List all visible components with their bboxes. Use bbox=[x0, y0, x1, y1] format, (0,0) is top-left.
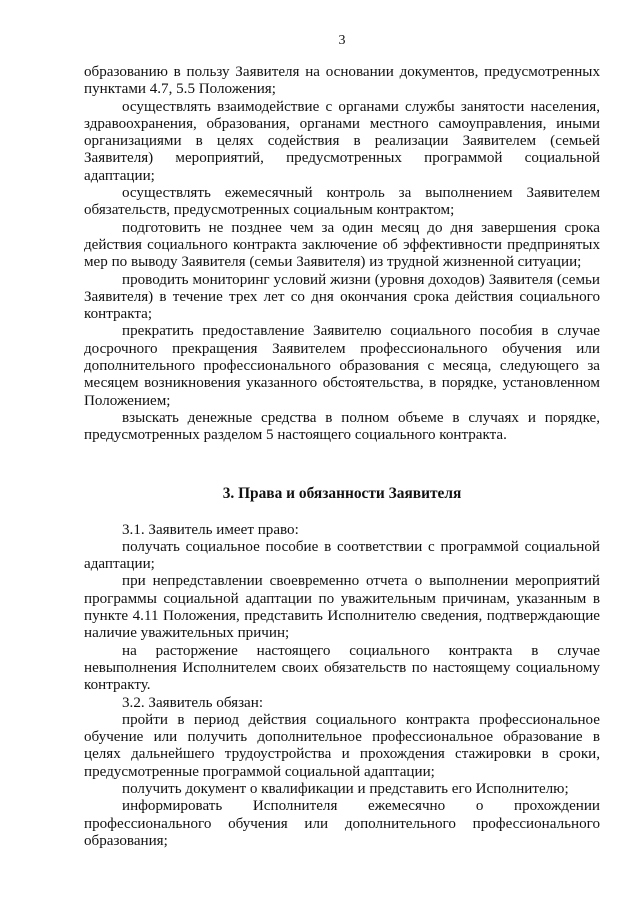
paragraph: проводить мониторинг условий жизни (уровня доходов) Заявителя (семьи Заявителя) в течение трех лет со дня окончания срока действия социального контракта; bbox=[84, 271, 600, 323]
page-number: 3 bbox=[338, 33, 346, 48]
paragraph: взыскать денежные средства в полном объеме в случаях и порядке, предусмотренных разделом 5 настоящего социального контракта. bbox=[84, 409, 600, 444]
paragraph-continuation: образованию в пользу Заявителя на основании документов, предусмотренных пунктами 4.7, 5.5 Положения; bbox=[84, 64, 600, 98]
paragraph: на расторжение настоящего социального контракта в случае невыполнения Исполнителем своих обязательств по настоящему социальному контракту. bbox=[84, 642, 600, 694]
paragraph: осуществлять взаимодействие с органами службы занятости населения, здравоохранения, образования, органами местного самоуправления, иными организациями в целях содействия в реализации Заявителем (семьей Заявителя) мероприятий, предусмотренных программой социальной адаптации; bbox=[84, 98, 600, 184]
document-page bbox=[84, 32, 600, 850]
paragraph: получить документ о квалификации и представить его Исполнителю; bbox=[122, 780, 569, 797]
section-heading: 3. Права и обязанности Заявителя bbox=[222, 484, 462, 502]
paragraph: 3.1. Заявитель имеет право: bbox=[122, 521, 299, 538]
paragraph: осуществлять ежемесячный контроль за выполнением Заявителем обязательств, предусмотренных социальным контрактом; bbox=[84, 185, 600, 219]
paragraph: пройти в период действия социального контракта профессиональное обучение или получить дополнительное профессиональное образование в целях дальнейшего трудоустройства и прохождения стажировки в сроки, предусмотренные программой социальной адаптации; bbox=[84, 711, 600, 780]
paragraph: информировать Исполнителя ежемесячно о прохождении профессионального обучения или дополнительного профессионального образования; bbox=[84, 798, 600, 849]
paragraph: подготовить не позднее чем за один месяц до дня завершения срока действия социального контракта заключение об эффективности предпринятых мер по выводу Заявителя (семьи Заявителя) из трудной жизненной ситуации; bbox=[84, 219, 600, 271]
paragraph: при непредставлении своевременно отчета о выполнении мероприятий программы социальной адаптации по уважительным причинам, указанным в пункте 4.11 Положения, представить Исполнителю сведения, подтверждающие наличие уважительных причин; bbox=[84, 573, 600, 642]
paragraph: 3.2. Заявитель обязан: bbox=[122, 694, 264, 711]
paragraph: прекратить предоставление Заявителю социального пособия в случае досрочного прекращения Заявителем профессионального обучения или дополнительного профессионального образования с месяца, следующего за месяцем возникновения указанного обстоятельства, в порядке, установленном Положением; bbox=[84, 323, 600, 409]
paragraph: получать социальное пособие в соответствии с программой социальной адаптации; bbox=[84, 538, 600, 573]
